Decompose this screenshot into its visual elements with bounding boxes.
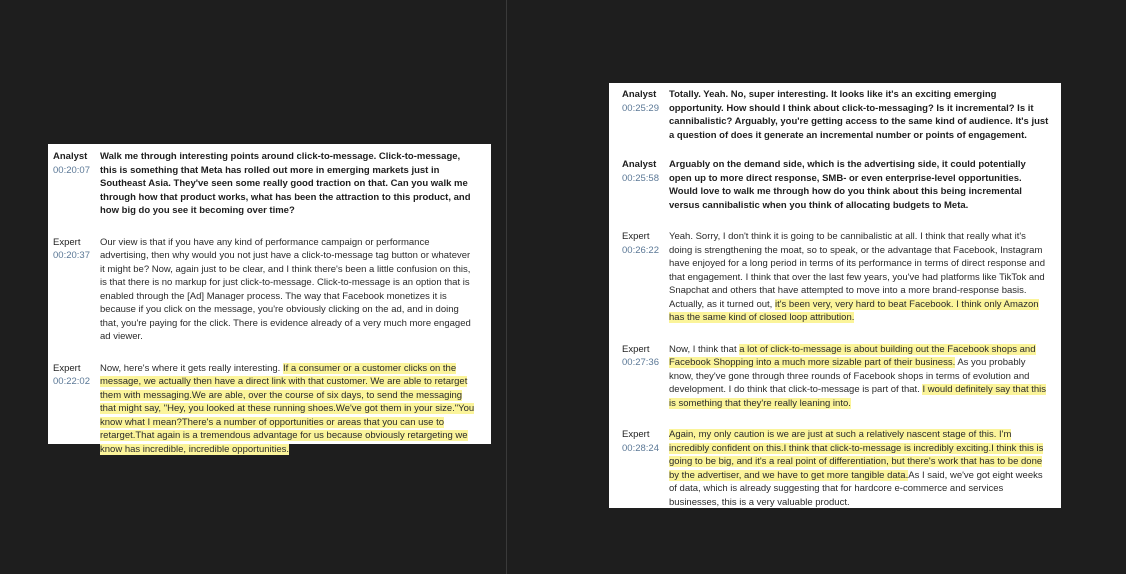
timestamp[interactable]: 00:27:36 bbox=[622, 357, 659, 368]
text-plain: As you probably know, they've gone through three rounds of Facebook shops in terms of evolution and development. I do think that click-to-message is part of that. bbox=[669, 357, 1030, 395]
entry-text bbox=[669, 428, 1049, 509]
entry-text: Walk me through interesting points around click-to-message. Click-to-message, this is something that Meta has rolled out more in emerging markets just in Southeast Asia. They've seen some really good traction on that. Can you walk me through how that product works, what has been the attraction to this product, and how big do you see it becoming over time? bbox=[100, 151, 471, 216]
entry-text bbox=[669, 343, 1049, 411]
entry-meta bbox=[622, 88, 669, 142]
entry-text: Our view is that if you have any kind of performance campaign or performance advertising, then why would you not just have a click-to-message tag button or whatever it might be? Now, again just to be clear, and I think there's been a little confusion on this, is that there is no markup for just click-to-message. Click-to-message is an option that is enabled through the [Ad] Manager process. The way that Facebook monetizes it is because if you click on the message, you're obviously clicking on the ad, and in doing that, you're paying for the click. There is evidence already of a very much more engaged ad viewer. bbox=[100, 236, 471, 342]
speaker-label: Expert bbox=[53, 236, 81, 248]
transcript-entry bbox=[622, 88, 1049, 142]
text-plain: Yeah. Sorry, I don't think it is going to be cannibalistic at all. I think that really what it's doing is strengthening the moat, so to speak, or the advantage that Facebook, Instagram have enjoyed for a long period in terms of its performance in terms of direct response and that engagement. I think that over the last few years, you've had platforms like TikTok and Snapchat and others that have attempted to move into a more brand-response basis. Actually, as it turned out, bbox=[669, 231, 1045, 310]
speaker-label: Analyst bbox=[622, 89, 657, 100]
speaker-label: Expert bbox=[622, 231, 650, 242]
transcript-entry bbox=[622, 343, 1049, 411]
panel-divider bbox=[506, 0, 507, 574]
entry-meta bbox=[622, 158, 669, 212]
timestamp[interactable]: 00:26:22 bbox=[622, 244, 659, 256]
entry-text: Totally. Yeah. No, super interesting. It looks like it's an exciting emerging opportunity. How should I think about click-to-messaging? Is it incremental? Is it cannibalistic? Arguably, you're getting access to the same kind of audience. It's just a question of does it generate an incremental number or points of engagement. bbox=[669, 89, 1049, 141]
timestamp[interactable]: 00:20:37 bbox=[53, 250, 90, 261]
entry-meta bbox=[53, 362, 100, 457]
transcript-entry bbox=[53, 236, 477, 344]
speaker-label: Analyst bbox=[53, 151, 88, 162]
entry-meta bbox=[622, 343, 669, 411]
entry-meta bbox=[622, 230, 669, 325]
entry-meta bbox=[622, 428, 669, 509]
text-highlight: Again, my only caution is we are just at such a relatively nascent stage of this. I'm incredibly confident on this.I think that click-to-message is incredibly exciting.I think this is going to be big, and it's a real point of differentiation, but there's work that has to be done by the advertiser, and we have to get more tangible data. bbox=[669, 429, 1044, 481]
speaker-label: Expert bbox=[622, 429, 650, 440]
text-plain: As I said, we've got eight weeks of data, which is already suggesting that for hardcore e-commerce and services businesses, this is a very valuable product. bbox=[669, 469, 1043, 508]
speaker-label: Expert bbox=[622, 343, 650, 355]
timestamp[interactable]: 00:28:24 bbox=[622, 442, 659, 454]
text-plain: Now, here's where it gets really interesting. bbox=[100, 362, 283, 374]
transcript-panel-left bbox=[48, 144, 491, 455]
timestamp[interactable]: 00:22:02 bbox=[53, 376, 90, 387]
text-highlight: a lot of click-to-message is about building out the Facebook shops and Facebook Shopping into a much more sizable part of their business. bbox=[669, 343, 1036, 368]
text-highlight: If a consumer or a customer clicks on the message, we actually then have a direct link with that customer. We are able to retarget them with messaging.We are able, over the course of six days, to send the messaging that might say, "Hey, you looked at these running shoes.We've got them in your size."You know what I mean?There's a number of opportunities or areas that you can use to retarget.That again is a tremendous advantage for us because obviously retargeting we know has incredible, incredible opportunities. bbox=[100, 362, 475, 455]
entry-text bbox=[100, 362, 477, 457]
timestamp[interactable]: 00:25:58 bbox=[622, 172, 659, 184]
entry-meta bbox=[53, 236, 100, 344]
entry-text bbox=[669, 230, 1049, 325]
transcript-panel-right bbox=[609, 83, 1061, 508]
speaker-label: Expert bbox=[53, 362, 81, 374]
transcript-entry bbox=[622, 158, 1049, 212]
transcript-entry bbox=[622, 230, 1049, 325]
transcript-entry bbox=[53, 150, 477, 218]
transcript-entry bbox=[53, 362, 477, 457]
entry-meta bbox=[53, 150, 100, 218]
timestamp[interactable]: 00:25:29 bbox=[622, 102, 659, 114]
text-highlight: I would definitely say that this is something that they're really leaning into. bbox=[669, 384, 1047, 409]
speaker-label: Analyst bbox=[622, 159, 657, 170]
text-plain: Now, I think that bbox=[669, 343, 740, 355]
timestamp[interactable]: 00:20:07 bbox=[53, 164, 90, 176]
entry-text: Arguably on the demand side, which is the advertising side, it could potentially open up to more direct response, SMB- or even enterprise-level opportunities. Would love to walk me through how do you think about this being incremental versus cannibalistic when you think of allocating budgets to Meta. bbox=[669, 159, 1026, 211]
transcript-entry bbox=[622, 428, 1049, 509]
text-highlight: it's been very, very hard to beat Facebook. I think only Amazon has the same kind of closed loop attribution. bbox=[669, 298, 1039, 323]
